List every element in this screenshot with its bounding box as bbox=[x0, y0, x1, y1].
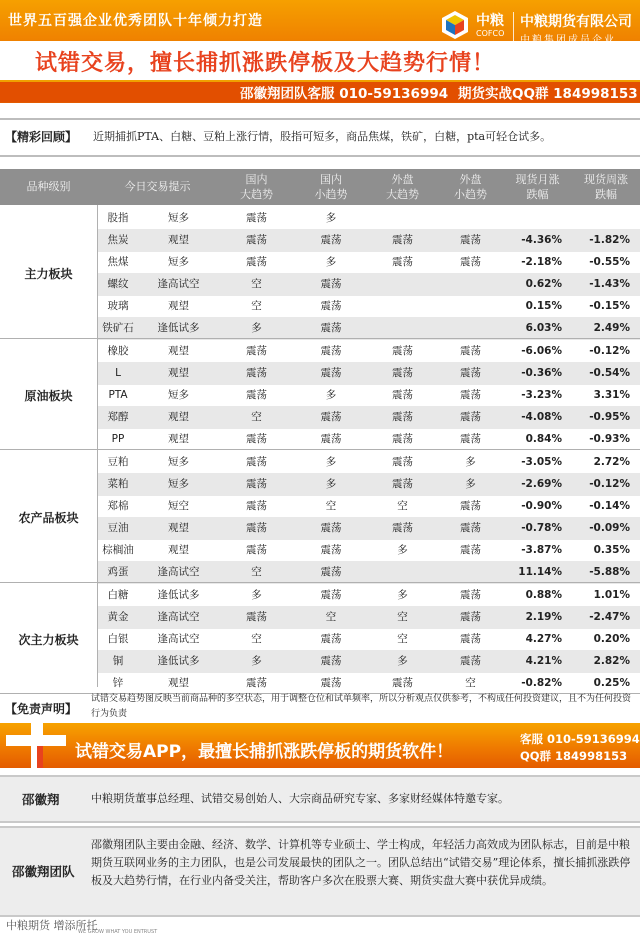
change-cell: 0.88% bbox=[525, 589, 562, 601]
trend-cell: 震荡 bbox=[320, 234, 342, 246]
variety-cell: 玻璃 bbox=[107, 300, 129, 312]
trend-cell: 空 bbox=[251, 633, 262, 645]
trend-cell: 空 bbox=[251, 566, 262, 578]
tip-cell: 观望 bbox=[168, 677, 189, 689]
table-row bbox=[97, 451, 640, 474]
trend-cell: 震荡 bbox=[460, 433, 481, 445]
table-row bbox=[97, 251, 640, 274]
profile-founder-label: 邵徽翔 bbox=[22, 792, 60, 807]
change-cell bbox=[503, 207, 562, 230]
trend-cell: 震荡 bbox=[460, 655, 481, 667]
footer-slogan: 中粮期货 增添所托 bbox=[6, 919, 98, 932]
trend-cell: 震荡 bbox=[320, 345, 342, 357]
app-qq-group: QQ群 184998153 bbox=[520, 749, 628, 763]
change-cell: -0.12% bbox=[589, 345, 630, 357]
trend-cell: 震荡 bbox=[460, 500, 481, 512]
trend-cell: 震荡 bbox=[246, 212, 267, 224]
tip-cell: 观望 bbox=[168, 367, 189, 379]
trend-cell: 震荡 bbox=[246, 611, 267, 623]
footer-english: WE GROW WHAT YOU ENTRUST bbox=[78, 929, 158, 935]
trend-cell: 震荡 bbox=[246, 677, 267, 689]
table-row bbox=[97, 406, 640, 429]
trend-cell: 空 bbox=[397, 500, 408, 512]
change-cell: -0.54% bbox=[589, 367, 630, 379]
review-text: 近期捕抓PTA、白糖、豆粕上涨行情，股指可短多，商品焦煤，铁矿，白糖，pta可轻仓试多。 bbox=[93, 130, 552, 143]
tip-cell: 观望 bbox=[168, 345, 189, 357]
trend-cell: 空 bbox=[251, 411, 262, 423]
table-header bbox=[0, 169, 640, 205]
trend-cell: 震荡 bbox=[392, 456, 413, 468]
change-cell: 0.20% bbox=[593, 633, 630, 645]
tip-cell: 观望 bbox=[168, 411, 189, 423]
trend-cell: 多 bbox=[325, 389, 337, 401]
app-slogan: 试错交易APP，最擅长捕抓涨跌停板的期货软件！ bbox=[75, 742, 454, 762]
trend-cell bbox=[367, 317, 438, 340]
tip-cell: 观望 bbox=[168, 544, 189, 556]
logo-english: COFCO bbox=[476, 29, 505, 38]
table-row bbox=[97, 229, 640, 252]
table-row bbox=[97, 628, 640, 651]
change-cell: 3.31% bbox=[593, 389, 630, 401]
header-cell: 外盘 大趋势 bbox=[386, 173, 419, 201]
table-row bbox=[97, 317, 640, 340]
tip-cell: 观望 bbox=[168, 522, 189, 534]
variety-cell: 棕榈油 bbox=[102, 544, 134, 556]
variety-cell: 螺纹 bbox=[107, 278, 129, 290]
variety-cell: 锌 bbox=[112, 677, 124, 689]
change-cell: -2.47% bbox=[589, 611, 630, 623]
trend-cell: 震荡 bbox=[320, 522, 342, 534]
change-cell: 6.03% bbox=[525, 322, 562, 334]
change-cell: 2.82% bbox=[593, 655, 630, 667]
change-cell: -2.69% bbox=[521, 478, 562, 490]
header-cell: 今日交易提示 bbox=[124, 180, 191, 193]
table-row bbox=[97, 428, 640, 451]
header-cell: 现货周涨 跌幅 bbox=[584, 173, 628, 201]
change-cell: -4.08% bbox=[521, 411, 562, 423]
trend-cell: 震荡 bbox=[392, 234, 413, 246]
change-cell: -4.36% bbox=[521, 234, 562, 246]
change-cell: 1.01% bbox=[593, 589, 630, 601]
table-row bbox=[97, 539, 640, 562]
group-divider bbox=[0, 582, 640, 583]
trend-cell: 空 bbox=[251, 300, 262, 312]
change-cell: -0.55% bbox=[589, 256, 630, 268]
change-cell: 2.19% bbox=[525, 611, 562, 623]
header-cell: 国内 小趋势 bbox=[314, 173, 348, 201]
tip-cell: 逢高试空 bbox=[157, 633, 200, 645]
trend-cell: 震荡 bbox=[460, 256, 481, 268]
trend-cell: 多 bbox=[397, 589, 408, 601]
table-row bbox=[97, 650, 640, 673]
trend-cell bbox=[438, 317, 503, 340]
disclaimer-label: 【免责声明】 bbox=[5, 702, 78, 716]
change-cell: 11.14% bbox=[518, 566, 562, 578]
trend-cell: 震荡 bbox=[246, 500, 267, 512]
change-cell: -0.12% bbox=[589, 478, 630, 490]
change-cell: -1.43% bbox=[589, 278, 630, 290]
trend-cell: 震荡 bbox=[320, 566, 342, 578]
variety-cell: 焦炭 bbox=[107, 234, 129, 246]
trend-cell: 震荡 bbox=[460, 345, 481, 357]
header-cell: 国内 大趋势 bbox=[240, 173, 273, 201]
variety-cell: 白糖 bbox=[107, 589, 129, 601]
trend-cell: 震荡 bbox=[392, 389, 413, 401]
disclaimer-text: 试错交易趋势图反映当前商品种的多空状态，用于调整仓位和试单频率，所以分析观点仅供参考，不构成任何投资建议，且不为任何投资行为负责 bbox=[91, 694, 632, 719]
trend-cell bbox=[438, 207, 503, 230]
variety-cell: PP bbox=[111, 433, 125, 445]
tip-cell: 短多 bbox=[168, 478, 189, 490]
change-cell: -3.05% bbox=[521, 456, 562, 468]
tip-cell: 逢高试空 bbox=[157, 278, 200, 290]
trend-cell: 空 bbox=[397, 611, 408, 623]
trend-cell: 震荡 bbox=[246, 389, 267, 401]
change-cell: -0.14% bbox=[589, 500, 630, 512]
table-row bbox=[97, 606, 640, 629]
trend-cell: 空 bbox=[251, 278, 262, 290]
variety-cell: 鸡蛋 bbox=[107, 566, 129, 578]
trend-cell: 震荡 bbox=[392, 522, 413, 534]
trend-cell: 震荡 bbox=[246, 522, 267, 534]
tip-cell: 短多 bbox=[168, 256, 189, 268]
company-subtitle: 中粮集团成员企业 bbox=[520, 35, 616, 46]
trend-cell bbox=[367, 273, 438, 296]
trend-cell: 空 bbox=[325, 611, 337, 623]
trend-cell: 震荡 bbox=[392, 433, 413, 445]
app-service-phone: 客服 010-59136994 bbox=[520, 732, 640, 746]
trend-cell: 震荡 bbox=[320, 589, 342, 601]
group-label: 原油板块 bbox=[24, 388, 73, 403]
trend-cell: 震荡 bbox=[246, 433, 267, 445]
change-cell: 4.21% bbox=[525, 655, 562, 667]
trend-cell: 震荡 bbox=[246, 478, 267, 490]
trend-cell: 震荡 bbox=[320, 278, 342, 290]
trend-cell: 多 bbox=[397, 655, 408, 667]
tip-cell: 短多 bbox=[168, 389, 189, 401]
header-cell: 外盘 小趋势 bbox=[454, 173, 487, 201]
trend-cell bbox=[367, 207, 438, 230]
trend-cell: 震荡 bbox=[460, 411, 481, 423]
trend-cell: 震荡 bbox=[246, 456, 267, 468]
review-label: 【精彩回顾】 bbox=[5, 130, 78, 144]
trend-cell: 震荡 bbox=[460, 234, 481, 246]
variety-cell: 郑棉 bbox=[107, 500, 129, 512]
table-row bbox=[97, 362, 640, 385]
trend-cell: 多 bbox=[325, 256, 337, 268]
change-cell: -0.36% bbox=[521, 367, 562, 379]
table-row bbox=[97, 384, 640, 407]
trend-cell: 多 bbox=[397, 544, 408, 556]
trend-cell: 震荡 bbox=[320, 367, 342, 379]
column-divider bbox=[97, 205, 98, 687]
trend-cell: 多 bbox=[465, 456, 476, 468]
tip-cell: 观望 bbox=[168, 300, 189, 312]
tip-cell: 短空 bbox=[168, 500, 189, 512]
change-cell: -0.93% bbox=[589, 433, 630, 445]
trend-cell bbox=[438, 273, 503, 296]
logo-divider bbox=[513, 12, 514, 42]
table-row bbox=[97, 340, 640, 363]
trend-cell: 空 bbox=[397, 633, 408, 645]
table-row bbox=[97, 273, 640, 296]
qq-group: 期货实战QQ群 184998153 bbox=[458, 86, 638, 102]
variety-cell: 白银 bbox=[107, 633, 129, 645]
tagline: 世界五百强企业优秀团队十年倾力打造 bbox=[8, 13, 263, 29]
variety-cell: 豆油 bbox=[107, 522, 129, 534]
tip-cell: 逢低试多 bbox=[157, 655, 200, 667]
variety-cell: 股指 bbox=[107, 212, 129, 224]
change-cell bbox=[572, 207, 630, 230]
change-cell: -0.15% bbox=[589, 300, 630, 312]
tip-cell: 逢低试多 bbox=[157, 322, 200, 334]
change-cell: -0.90% bbox=[521, 500, 562, 512]
variety-cell: 焦煤 bbox=[107, 256, 129, 268]
table-row bbox=[97, 207, 640, 230]
profile-team-text: 邵徽翔团队主要由金融、经济、数学、计算机等专业硕士、学士构成，年轻活力高效成为团队标志，目前是中粮期货互联网业务的主力团队，也是公司发展最快的团队之一。团队总结出“试错交易”理论体系，擅长捕抓涨跌停板及大趋势行情，在行业内备受关注，帮助客户多次在股票大赛、期货实盘大赛中获优异成绩。 bbox=[91, 838, 631, 887]
header-cell: 现货月涨 跌幅 bbox=[515, 173, 560, 201]
change-cell: -0.95% bbox=[589, 411, 630, 423]
trend-cell: 震荡 bbox=[460, 522, 481, 534]
trend-cell bbox=[438, 295, 503, 318]
trend-cell: 震荡 bbox=[392, 411, 413, 423]
change-cell: 0.62% bbox=[525, 278, 562, 290]
variety-cell: PTA bbox=[108, 389, 128, 401]
trend-cell: 震荡 bbox=[392, 256, 413, 268]
variety-cell: 豆粕 bbox=[107, 456, 129, 468]
change-cell: -0.78% bbox=[521, 522, 562, 534]
headline: 试错交易，擅长捕抓涨跌停板及大趋势行情！ bbox=[35, 51, 496, 76]
profile-founder-text: 中粮期货董事总经理、试错交易创始人、大宗商品研究专家、多家财经媒体特邀专家。 bbox=[91, 792, 509, 805]
group-label: 农产品板块 bbox=[18, 510, 79, 525]
plus-icon bbox=[6, 723, 66, 768]
trend-cell: 震荡 bbox=[246, 256, 267, 268]
change-cell: 0.15% bbox=[525, 300, 562, 312]
trend-cell: 震荡 bbox=[460, 633, 481, 645]
table-row bbox=[97, 495, 640, 518]
variety-cell: 铁矿石 bbox=[102, 322, 134, 334]
tip-cell: 观望 bbox=[168, 433, 189, 445]
group-divider bbox=[0, 449, 640, 450]
group-divider bbox=[0, 338, 640, 339]
trend-cell bbox=[438, 561, 503, 584]
table-row bbox=[97, 295, 640, 318]
table-row bbox=[97, 561, 640, 584]
trend-cell: 震荡 bbox=[320, 300, 342, 312]
change-cell: -6.06% bbox=[521, 345, 562, 357]
trend-cell: 震荡 bbox=[460, 367, 481, 379]
change-cell: -1.82% bbox=[589, 234, 630, 246]
trend-cell: 多 bbox=[251, 589, 262, 601]
change-cell: 0.25% bbox=[593, 677, 630, 689]
table-row bbox=[97, 584, 640, 607]
table-row bbox=[97, 473, 640, 496]
tip-cell: 观望 bbox=[168, 234, 189, 246]
cofco-logo-icon bbox=[440, 10, 470, 40]
trend-cell: 震荡 bbox=[320, 655, 342, 667]
change-cell: -5.88% bbox=[589, 566, 630, 578]
company-name: 中粮期货有限公司 bbox=[520, 14, 632, 30]
variety-cell: 铜 bbox=[112, 655, 124, 667]
trend-cell: 震荡 bbox=[392, 677, 413, 689]
trend-cell: 空 bbox=[465, 677, 476, 689]
company-logo bbox=[426, 4, 640, 48]
tip-cell: 逢低试多 bbox=[157, 589, 200, 601]
trend-cell: 震荡 bbox=[392, 345, 413, 357]
change-cell: 0.84% bbox=[525, 433, 562, 445]
tip-cell: 短多 bbox=[168, 212, 189, 224]
logo-text: 中粮 bbox=[476, 13, 504, 29]
trend-cell bbox=[367, 295, 438, 318]
trend-cell: 多 bbox=[465, 478, 476, 490]
trend-cell: 空 bbox=[325, 500, 337, 512]
variety-cell: 郑醇 bbox=[107, 411, 129, 423]
trend-cell: 震荡 bbox=[246, 345, 267, 357]
trend-cell: 震荡 bbox=[246, 544, 267, 556]
group-label: 主力板块 bbox=[24, 266, 73, 281]
trend-cell: 震荡 bbox=[320, 677, 342, 689]
change-cell: 0.35% bbox=[593, 544, 630, 556]
trend-cell: 震荡 bbox=[320, 411, 342, 423]
trend-cell: 震荡 bbox=[320, 433, 342, 445]
trend-cell: 震荡 bbox=[246, 367, 267, 379]
table-row bbox=[97, 517, 640, 540]
trend-cell: 震荡 bbox=[246, 234, 267, 246]
variety-cell: 黄金 bbox=[107, 611, 129, 623]
tip-cell: 逢高试空 bbox=[157, 611, 200, 623]
variety-cell: 菜粕 bbox=[107, 478, 129, 490]
trend-cell: 多 bbox=[251, 655, 262, 667]
variety-cell: 橡胶 bbox=[107, 345, 129, 357]
trend-cell: 震荡 bbox=[460, 544, 481, 556]
trend-cell: 震荡 bbox=[320, 322, 342, 334]
trend-cell: 多 bbox=[325, 478, 337, 490]
change-cell: 2.72% bbox=[593, 456, 630, 468]
trend-cell bbox=[367, 561, 438, 584]
change-cell: -3.87% bbox=[521, 544, 562, 556]
trend-cell: 多 bbox=[251, 322, 262, 334]
change-cell: -3.23% bbox=[521, 389, 562, 401]
trend-cell: 震荡 bbox=[460, 589, 481, 601]
header-cell: 品种级别 bbox=[26, 180, 71, 193]
tip-cell: 短多 bbox=[168, 456, 189, 468]
profile-team-label: 邵徽翔团队 bbox=[12, 864, 75, 879]
trend-cell: 震荡 bbox=[392, 478, 413, 490]
group-label: 次主力板块 bbox=[18, 632, 79, 647]
trend-cell: 震荡 bbox=[320, 633, 342, 645]
change-cell: 2.49% bbox=[593, 322, 630, 334]
trend-cell: 震荡 bbox=[460, 611, 481, 623]
trend-cell: 震荡 bbox=[392, 367, 413, 379]
change-cell: -2.18% bbox=[521, 256, 562, 268]
tip-cell: 逢高试空 bbox=[157, 566, 200, 578]
trend-cell: 多 bbox=[325, 456, 337, 468]
trend-cell: 多 bbox=[325, 212, 337, 224]
trend-cell: 震荡 bbox=[320, 544, 342, 556]
service-phone: 邵徽翔团队客服 010-59136994 bbox=[240, 86, 449, 102]
variety-cell: L bbox=[115, 367, 121, 379]
change-cell: -0.09% bbox=[589, 522, 630, 534]
trend-cell: 震荡 bbox=[460, 389, 481, 401]
change-cell: -0.82% bbox=[521, 677, 562, 689]
change-cell: 4.27% bbox=[525, 633, 562, 645]
